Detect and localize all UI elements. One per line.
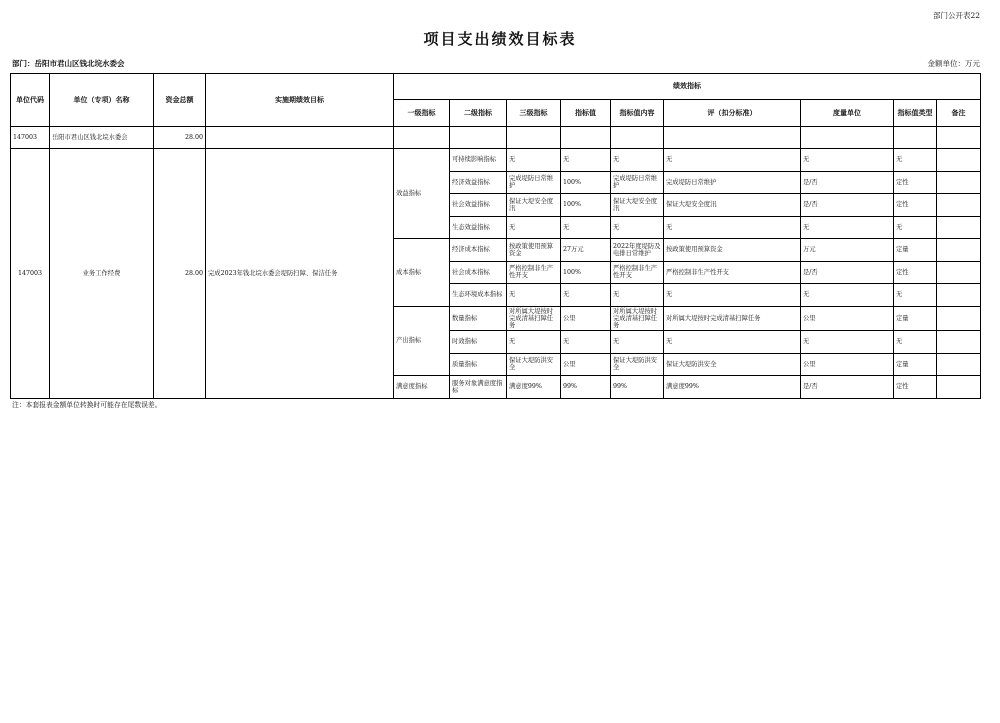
level2-indicator: 生态效益指标 xyxy=(450,216,507,239)
department-label: 部门：岳阳市君山区钱北垸水委会 xyxy=(12,59,125,68)
header-total-funds: 资金总额 xyxy=(154,74,206,127)
value-type: 无 xyxy=(894,216,937,239)
level3-indicator: 无 xyxy=(507,149,561,172)
value-type: 定量 xyxy=(894,353,937,376)
level3-indicator: 保证大堤安全度汛 xyxy=(507,194,561,217)
level3-indicator: 无 xyxy=(507,216,561,239)
indicator-value-content: 对所属大堤按时完成清基扫障任务 xyxy=(611,306,664,331)
scoring-standard: 对所属大堤按时完成清基扫障任务 xyxy=(664,306,801,331)
indicator-value-content: 99% xyxy=(611,376,664,399)
indicator-value: 公里 xyxy=(561,353,611,376)
value-type: 定性 xyxy=(894,171,937,194)
header-period-goal: 实施期绩效目标 xyxy=(206,74,394,127)
level3-indicator: 满意度99% xyxy=(507,376,561,399)
level2-indicator: 质量指标 xyxy=(450,353,507,376)
header-level3: 三级指标 xyxy=(507,100,561,127)
remarks-cell xyxy=(937,149,981,172)
measure-unit: 是/否 xyxy=(801,376,894,399)
measure-unit: 无 xyxy=(801,331,894,354)
level3-indicator: 完成堤防日常维护 xyxy=(507,171,561,194)
remarks-cell xyxy=(937,216,981,239)
measure-unit: 无 xyxy=(801,216,894,239)
measure-unit: 是/否 xyxy=(801,171,894,194)
footnote: 注：本套报表金额单位转换时可能存在尾数误差。 xyxy=(12,401,162,409)
header-level2: 二级指标 xyxy=(450,100,507,127)
indicator-value: 无 xyxy=(561,149,611,172)
level2-indicator: 数量指标 xyxy=(450,306,507,331)
scoring-standard: 无 xyxy=(664,216,801,239)
remarks-cell xyxy=(937,353,981,376)
value-type: 定性 xyxy=(894,261,937,284)
level2-indicator: 经济效益指标 xyxy=(450,171,507,194)
scoring-standard: 无 xyxy=(664,331,801,354)
level2-indicator: 时效指标 xyxy=(450,331,507,354)
indicator-value-content: 无 xyxy=(611,331,664,354)
remarks-cell xyxy=(937,239,981,262)
indicator-value: 无 xyxy=(561,216,611,239)
project-goal: 完成2023年钱北垸水委会堤防扫障、保洁任务 xyxy=(206,149,394,399)
remarks-cell xyxy=(937,331,981,354)
indicator-row xyxy=(11,149,981,172)
value-type: 定量 xyxy=(894,239,937,262)
summary-name: 岳阳市君山区钱北垸水委会 xyxy=(50,127,154,149)
scoring-standard: 无 xyxy=(664,149,801,172)
header-value-content: 指标值内容 xyxy=(611,100,664,127)
indicator-value-content: 保证大堤安全度汛 xyxy=(611,194,664,217)
remarks-cell xyxy=(937,261,981,284)
measure-unit: 公里 xyxy=(801,306,894,331)
level1-indicator: 成本指标 xyxy=(394,239,450,307)
project-amount: 28.00 xyxy=(154,149,206,399)
indicator-value: 公里 xyxy=(561,306,611,331)
remarks-cell xyxy=(937,306,981,331)
measure-unit: 无 xyxy=(801,284,894,307)
header-indicators: 绩效指标 xyxy=(394,74,981,100)
indicator-value: 100% xyxy=(561,194,611,217)
header-value-type: 指标值类型 xyxy=(894,100,937,127)
measure-unit: 无 xyxy=(801,149,894,172)
value-type: 无 xyxy=(894,149,937,172)
scoring-standard: 满意度99% xyxy=(664,376,801,399)
indicator-value: 100% xyxy=(561,261,611,284)
header-measure-unit: 度量单位 xyxy=(801,100,894,127)
indicator-value: 无 xyxy=(561,284,611,307)
value-type: 无 xyxy=(894,331,937,354)
scoring-standard: 严格控制非生产性开支 xyxy=(664,261,801,284)
summary-code: 147003 xyxy=(11,127,50,149)
level3-indicator: 对所属大堤按时完成清基扫障任务 xyxy=(507,306,561,331)
value-type: 定性 xyxy=(894,194,937,217)
indicator-value-content: 无 xyxy=(611,284,664,307)
header-scoring: 评（扣分标准） xyxy=(664,100,801,127)
value-type: 定量 xyxy=(894,306,937,331)
level1-indicator: 效益指标 xyxy=(394,149,450,239)
indicator-value-content: 无 xyxy=(611,216,664,239)
level1-indicator: 满意度指标 xyxy=(394,376,450,399)
header-remarks: 备注 xyxy=(937,100,981,127)
header-value: 指标值 xyxy=(561,100,611,127)
indicator-value: 27万元 xyxy=(561,239,611,262)
scoring-standard: 保证大堤防洪安全 xyxy=(664,353,801,376)
measure-unit: 是/否 xyxy=(801,261,894,284)
scoring-standard: 无 xyxy=(664,284,801,307)
level3-indicator: 保证大堤防洪安全 xyxy=(507,353,561,376)
indicator-value-content: 2022年度堤防及电排日常维护 xyxy=(611,239,664,262)
level3-indicator: 按政策使用预算资金 xyxy=(507,239,561,262)
indicator-value-content: 完成堤防日常维护 xyxy=(611,171,664,194)
value-type: 无 xyxy=(894,284,937,307)
indicator-value: 99% xyxy=(561,376,611,399)
header-level1: 一级指标 xyxy=(394,100,450,127)
level1-indicator: 产出指标 xyxy=(394,306,450,376)
page-code: 部门公开表22 xyxy=(932,11,980,20)
project-name: 业务工作经费 xyxy=(50,149,154,399)
level2-indicator: 社会成本指标 xyxy=(450,261,507,284)
level3-indicator: 无 xyxy=(507,284,561,307)
measure-unit: 万元 xyxy=(801,239,894,262)
indicator-value-content: 严格控制非生产性开支 xyxy=(611,261,664,284)
page-title: 项目支出绩效目标表 xyxy=(423,30,577,48)
project-code: 147003 xyxy=(11,149,50,399)
performance-table xyxy=(10,73,981,399)
measure-unit: 是/否 xyxy=(801,194,894,217)
remarks-cell xyxy=(937,194,981,217)
header-unit-name: 单位（专项）名称 xyxy=(50,74,154,127)
summary-row xyxy=(11,127,981,149)
level3-indicator: 无 xyxy=(507,331,561,354)
remarks-cell xyxy=(937,171,981,194)
remarks-cell xyxy=(937,376,981,399)
indicator-value: 100% xyxy=(561,171,611,194)
header-unit-code: 单位代码 xyxy=(11,74,50,127)
level2-indicator: 经济成本指标 xyxy=(450,239,507,262)
level2-indicator: 社会效益指标 xyxy=(450,194,507,217)
amount-unit-label: 金额单位：万元 xyxy=(927,59,980,68)
scoring-standard: 保证大堤安全度汛 xyxy=(664,194,801,217)
measure-unit: 公里 xyxy=(801,353,894,376)
indicator-value-content: 保证大堤防洪安全 xyxy=(611,353,664,376)
remarks-cell xyxy=(937,284,981,307)
level2-indicator: 服务对象满意度指标 xyxy=(450,376,507,399)
level3-indicator: 严格控制非生产性开支 xyxy=(507,261,561,284)
indicator-value-content: 无 xyxy=(611,149,664,172)
scoring-standard: 按政策使用预算资金 xyxy=(664,239,801,262)
indicator-value: 无 xyxy=(561,331,611,354)
level2-indicator: 生态环境成本指标 xyxy=(450,284,507,307)
value-type: 定性 xyxy=(894,376,937,399)
scoring-standard: 完成堤防日常维护 xyxy=(664,171,801,194)
level2-indicator: 可持续影响指标 xyxy=(450,149,507,172)
summary-amount: 28.00 xyxy=(154,127,206,149)
